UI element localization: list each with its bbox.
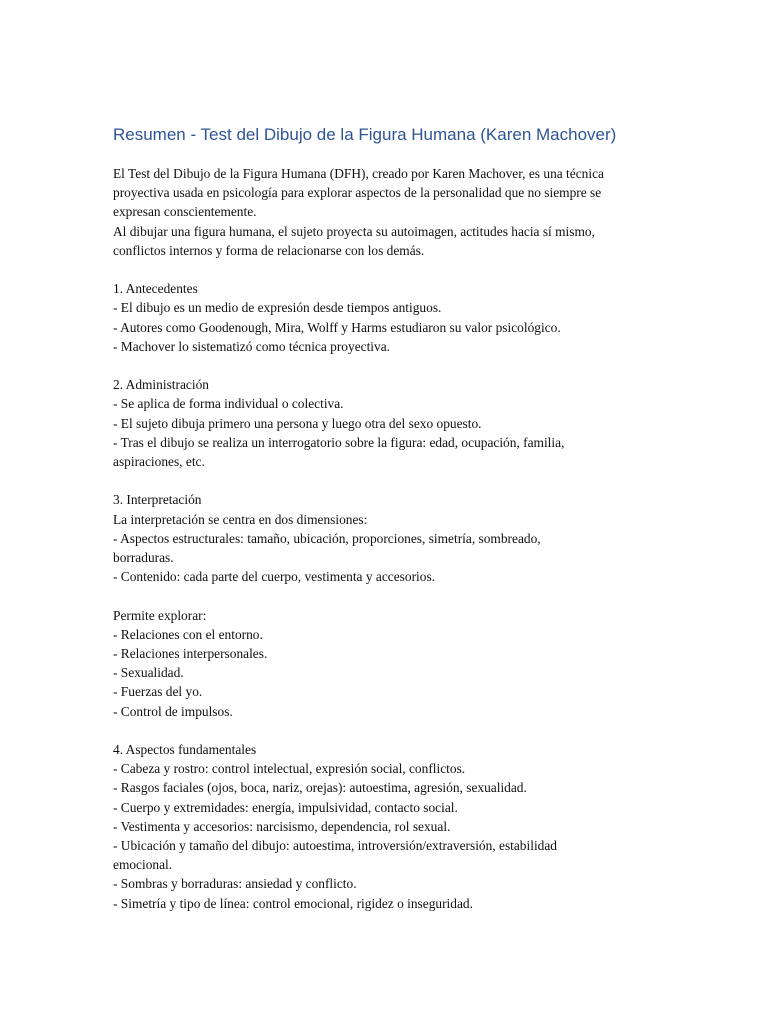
list-item: - El sujeto dibuja primero una persona y luego otra del sexo opuesto.: [113, 415, 482, 431]
section-heading: 1. Antecedentes: [113, 281, 198, 297]
list-item: - Simetría y tipo de línea: control emocional, rigidez o inseguridad.: [113, 895, 473, 911]
list-item: - Cabeza y rostro: control intelectual, expresión social, conflictos.: [113, 761, 466, 777]
section-antecedentes: [113, 279, 673, 356]
blank-line: [113, 721, 673, 740]
text-line: El Test del Dibujo de la Figura Humana (DFH), creado por Karen Machover, es una técnica: [113, 166, 604, 181]
list-item: - Se aplica de forma individual o colectiva.: [113, 396, 344, 412]
section-heading: 3. Interpretación: [113, 492, 202, 508]
list-item: - Machover lo sistematizó como técnica proyectiva.: [113, 338, 391, 354]
section-interpretacion: [113, 490, 673, 586]
blank-line: [113, 471, 673, 490]
section-heading: 2. Administración: [113, 377, 209, 393]
list-item-continuation: emocional.: [113, 857, 173, 873]
list-item: - Ubicación y tamaño del dibujo: autoestima, introversión/extraversión, estabilidad: [113, 838, 558, 854]
list-item: - Relaciones con el entorno.: [113, 626, 263, 642]
section-subheading: Permite explorar:: [113, 607, 207, 623]
list-item: - Fuerzas del yo.: [113, 684, 203, 700]
text-line: La interpretación se centra en dos dimensiones:: [113, 511, 368, 527]
text-line: conflictos internos y forma de relacionarse con los demás.: [113, 242, 425, 258]
text-line: Al dibujar una figura humana, el sujeto proyecta su autoimagen, actitudes hacia sí mismo,: [113, 223, 595, 239]
list-item: - Sexualidad.: [113, 665, 184, 681]
document-title: Resumen - Test del Dibujo de la Figura Humana (Karen Machover): [113, 125, 617, 144]
intro-paragraph: [113, 164, 673, 260]
list-item: - Sombras y borraduras: ansiedad y conflicto.: [113, 876, 357, 892]
blank-line: [113, 356, 673, 375]
list-item: - Contenido: cada parte del cuerpo, vestimenta y accesorios.: [113, 569, 435, 585]
list-item: - Aspectos estructurales: tamaño, ubicación, proporciones, simetría, sombreado,: [113, 530, 541, 546]
list-item: - Control de impulsos.: [113, 703, 233, 719]
text-line: proyectiva usada en psicología para explorar aspectos de la personalidad que no siempre se: [113, 185, 602, 201]
list-item-continuation: aspiraciones, etc.: [113, 454, 205, 470]
list-item: - Relaciones interpersonales.: [113, 646, 268, 662]
document-page: [113, 124, 673, 913]
blank-line: [113, 260, 673, 279]
section-heading: 4. Aspectos fundamentales: [113, 742, 257, 758]
list-item: - Vestimenta y accesorios: narcisismo, dependencia, rol sexual.: [113, 818, 451, 834]
section-administracion: [113, 375, 673, 471]
list-item: - El dibujo es un medio de expresión desde tiempos antiguos.: [113, 300, 442, 316]
list-item: - Rasgos faciales (ojos, boca, nariz, orejas): autoestima, agresión, sexualidad.: [113, 780, 527, 796]
section-permite-explorar: [113, 606, 673, 721]
list-item-continuation: borraduras.: [113, 550, 174, 566]
list-item: - Tras el dibujo se realiza un interrogatorio sobre la figura: edad, ocupación, familia,: [113, 434, 565, 450]
section-aspectos-fundamentales: [113, 740, 673, 913]
list-item: - Cuerpo y extremidades: energía, impulsividad, contacto social.: [113, 799, 458, 815]
text-line: expresan conscientemente.: [113, 204, 257, 220]
blank-line: [113, 586, 673, 605]
list-item: - Autores como Goodenough, Mira, Wolff y Harms estudiaron su valor psicológico.: [113, 319, 561, 335]
